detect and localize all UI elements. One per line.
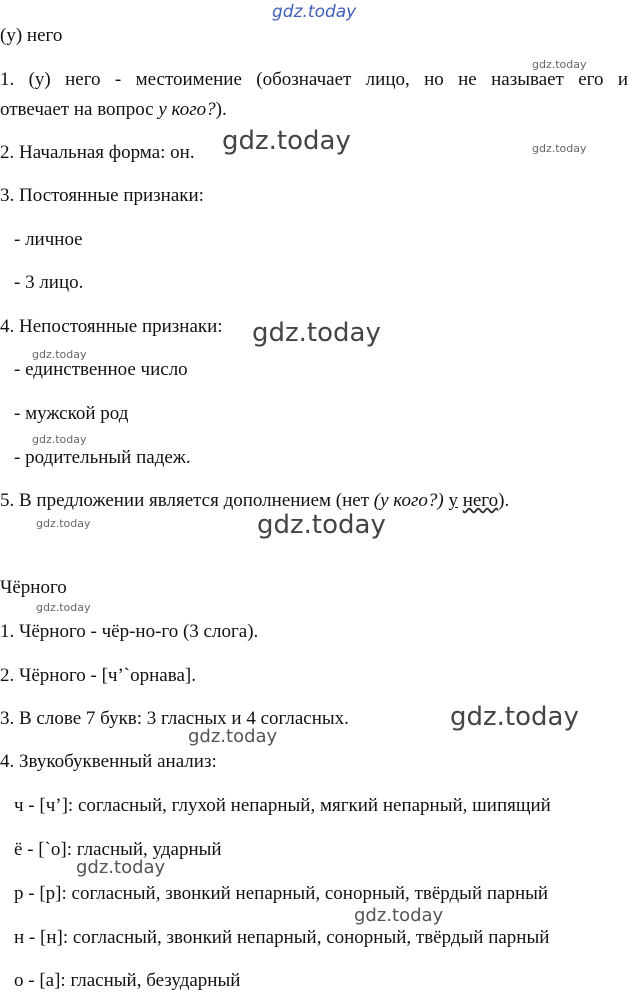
watermark-top: gdz.today bbox=[272, 2, 357, 22]
s1-p4-item: - единственное число bbox=[14, 359, 188, 380]
watermark-small: gdz.today bbox=[532, 142, 587, 155]
s1-p5-text: 5. В предложении является дополнением (нет bbox=[0, 490, 374, 511]
watermark-small: gdz.today bbox=[36, 517, 91, 530]
s1-p1-text: отвечает на вопрос bbox=[0, 99, 159, 120]
section1-heading: (у) него bbox=[0, 25, 63, 46]
watermark-small: gdz.today bbox=[36, 601, 91, 614]
s1-p1-line2 bbox=[0, 98, 227, 122]
s2-p2: 2. Чёрного - [ч’`орнава]. bbox=[0, 665, 196, 686]
s1-p5-end: ). bbox=[498, 490, 510, 511]
s1-p1-line1: 1. (у) него - местоимение (обозначает лицо, но не называет его и bbox=[0, 69, 628, 90]
s1-p4-item: - мужской род bbox=[14, 403, 129, 424]
sound-row: р - [р]: согласный, звонкий непарный, сонорный, твёрдый парный bbox=[14, 883, 549, 904]
s1-p4-item: - родительный падеж. bbox=[14, 447, 191, 468]
watermark-large: gdz.today bbox=[252, 318, 381, 348]
watermark-small: gdz.today bbox=[532, 58, 587, 71]
s1-p5-pronoun: него bbox=[462, 490, 499, 511]
watermark-medium: gdz.today bbox=[188, 726, 278, 747]
watermark-large: gdz.today bbox=[222, 126, 351, 156]
sound-row: ч - [ч’]: согласный, глухой непарный, мягкий непарный, шипящий bbox=[14, 795, 551, 816]
s1-p5-question: (у кого?) bbox=[373, 490, 444, 511]
s1-p3: 3. Постоянные признаки: bbox=[0, 185, 204, 206]
s1-p1-question: у кого? bbox=[158, 99, 216, 120]
s1-p3-item: - 3 лицо. bbox=[14, 272, 84, 293]
s2-p1: 1. Чёрного - чёр-но-го (3 слога). bbox=[0, 621, 259, 642]
s2-p3: 3. В слове 7 букв: 3 гласных и 4 согласных. bbox=[0, 708, 349, 729]
watermark-large: gdz.today bbox=[450, 702, 579, 732]
s1-p5-preposition: у bbox=[448, 490, 458, 511]
sound-row: н - [н]: согласный, звонкий непарный, сонорный, твёрдый парный bbox=[14, 927, 550, 948]
watermark-medium: gdz.today bbox=[76, 857, 166, 878]
s1-p4: 4. Непостоянные признаки: bbox=[0, 316, 223, 337]
s1-p2: 2. Начальная форма: он. bbox=[0, 142, 195, 163]
section2-heading: Чёрного bbox=[0, 577, 67, 598]
s1-p3-item: - личное bbox=[14, 229, 83, 250]
watermark-large: gdz.today bbox=[257, 510, 386, 540]
s2-p4: 4. Звукобуквенный анализ: bbox=[0, 751, 217, 772]
sound-row: ё - [`о]: гласный, ударный bbox=[14, 839, 222, 860]
s1-p5 bbox=[0, 489, 509, 513]
watermark-small: gdz.today bbox=[32, 348, 87, 361]
s1-p1-end: ). bbox=[215, 99, 227, 120]
watermark-medium: gdz.today bbox=[354, 905, 444, 926]
sound-row: о - [а]: гласный, безударный bbox=[14, 970, 241, 991]
watermark-small: gdz.today bbox=[32, 433, 87, 446]
